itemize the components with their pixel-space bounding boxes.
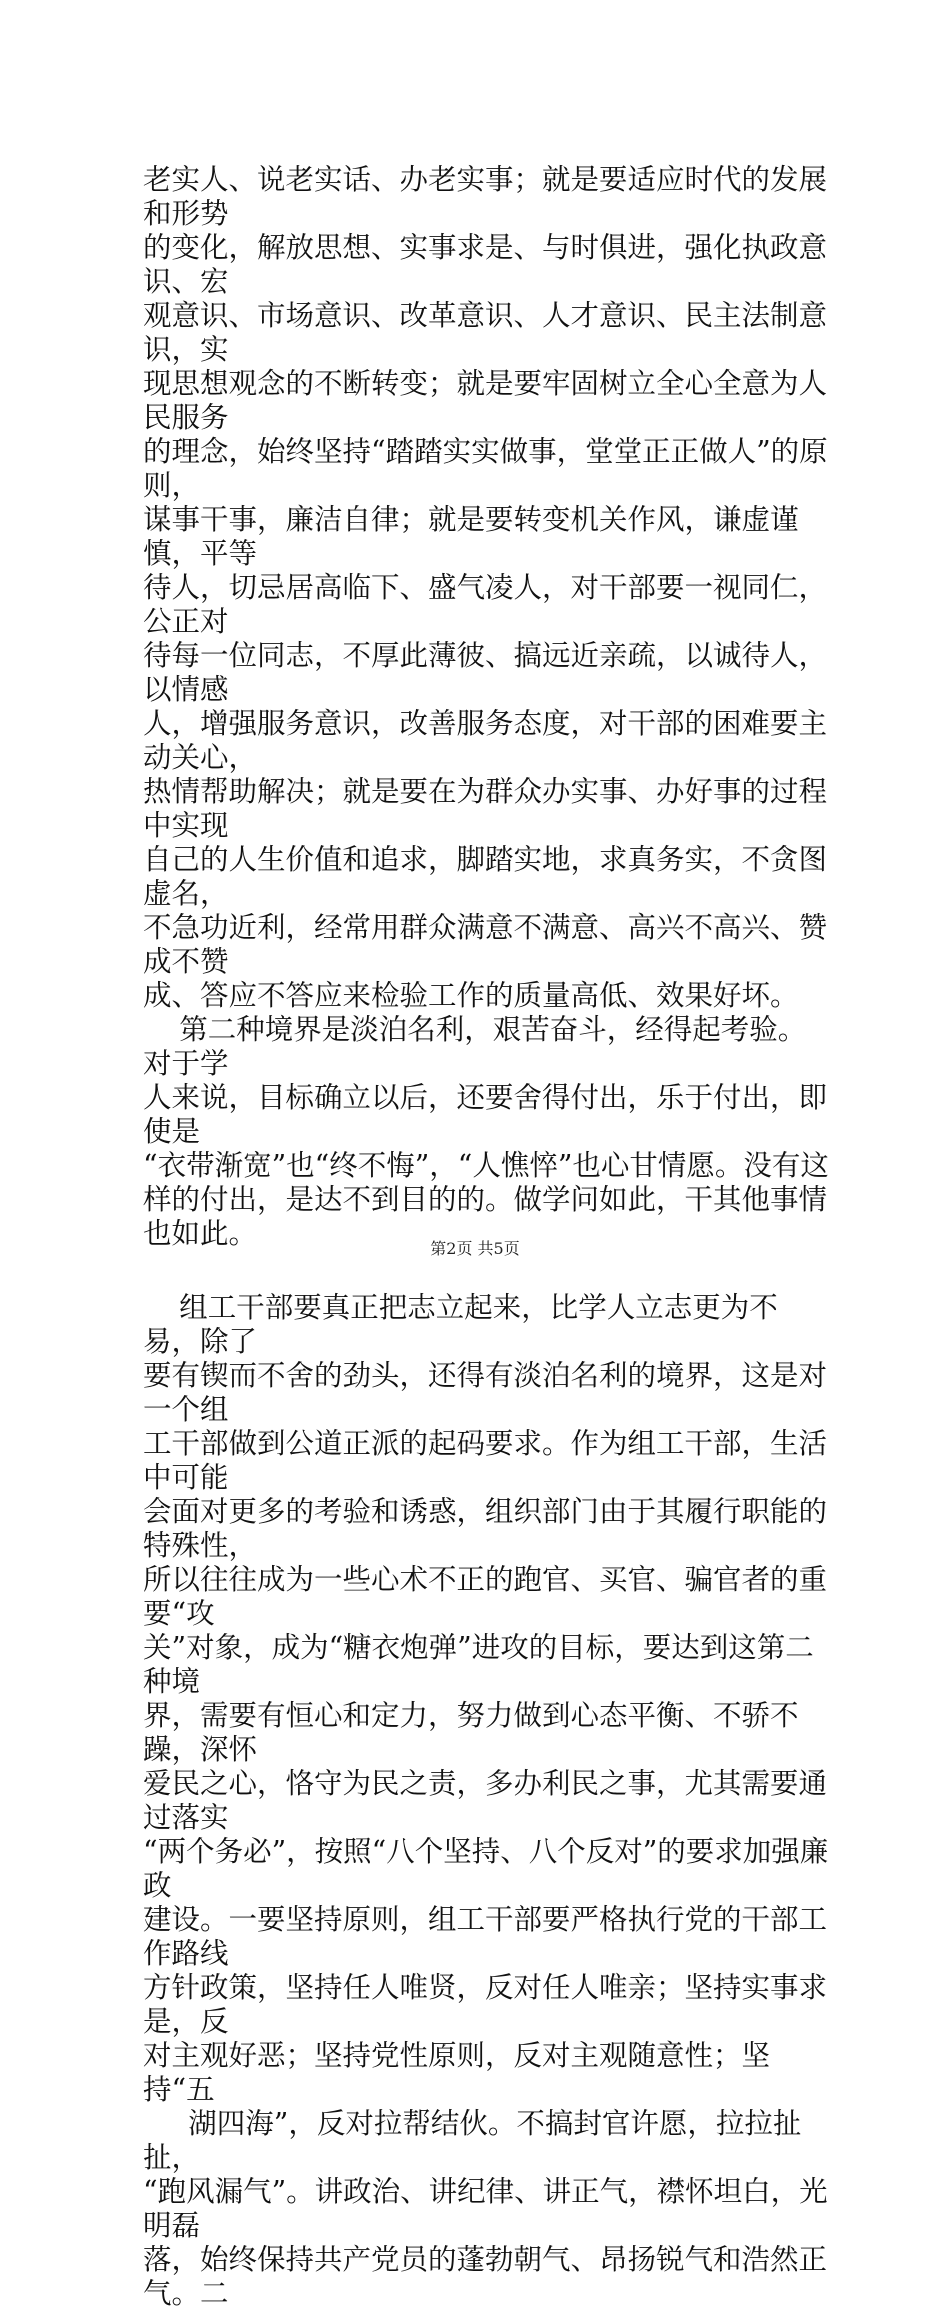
document-body (143, 163, 833, 2311)
paragraph-4: 湖四海”，反对拉帮结伙。不搞封官许愿，拉拉扯扯， “跑风漏气”。讲政治、讲纪律、讲正气，襟怀坦白，光明磊 落，始终保持共产党员的蓬勃朝气、昂扬锐气和浩然正气。二 (143, 2107, 828, 2310)
paragraph-3: 组工干部要真正把志立起来，比学人立志更为不易，除了 要有锲而不舍的劲头，还得有淡泊名利的境界，这是对一个组 工干部做到公道正派的起码要求。作为组工干部，生活中可能 会面对更多的考验和诱惑，组织部门由于其履行职能的特殊性， 所以往往成为一些心术不正的跑官、买官、骗官者的重要“攻 关”对象，成为“糖衣炮弹”进攻的目标，要达到这第二种境 界，需要有恒心和定力，努力做到心态平衡、不骄不躁，深怀 爱民之心，恪守为民之责，多办利民之事，尤其需要通过落实 “两个务必”，按照“八个坚持、八个反对”的要求加强廉政 建设。一要坚持原则，组工干部要严格执行党的干部工作路线 方针政策，坚持任人唯贤，反对任人唯亲；坚持实事求是，反 对主观好恶；坚持党性原则，反对主观随意性；坚持“五 (143, 1291, 829, 2106)
paragraph-2: 第二种境界是淡泊名利，艰苦奋斗，经得起考验。对于学 人来说，目标确立以后，还要舍得付出，乐于付出，即使是 “衣带渐宽”也“终不悔”，“人憔悴”也心甘情愿。没有这 样的付出，是达不到目的的。做学问如此，干其他事情也如此。 (143, 1013, 829, 1250)
page-number: 第2页 共5页 (430, 1239, 520, 1258)
paragraph-1: 老实人、说老实话、办老实事；就是要适应时代的发展和形势 的变化，解放思想、实事求是、与时俱进，强化执政意识、宏 观意识、市场意识、改革意识、人才意识、民主法制意识，实 现思想观念的不断转变；就是要牢固树立全心全意为人民服务 的理念，始终坚持“踏踏实实做事，堂堂正正做人”的原则， 谋事干事，廉洁自律；就是要转变机关作风，谦虚谨慎，平等 待人，切忌居高临下、盛气凌人，对干部要一视同仁，公正对 待每一位同志，不厚此薄彼、搞远近亲疏，以诚待人，以情感 人，增强服务意识，改善服务态度，对干部的困难要主动关心， 热情帮助解决；就是要在为群众办实事、办好事的过程中实现 自己的人生价值和追求，脚踏实地，求真务实，不贪图虚名， 不急功近利，经常用群众满意不满意、高兴不高兴、赞成不赞 成、答应不答应来检验工作的质量高低、效果好坏。 (143, 163, 828, 1012)
